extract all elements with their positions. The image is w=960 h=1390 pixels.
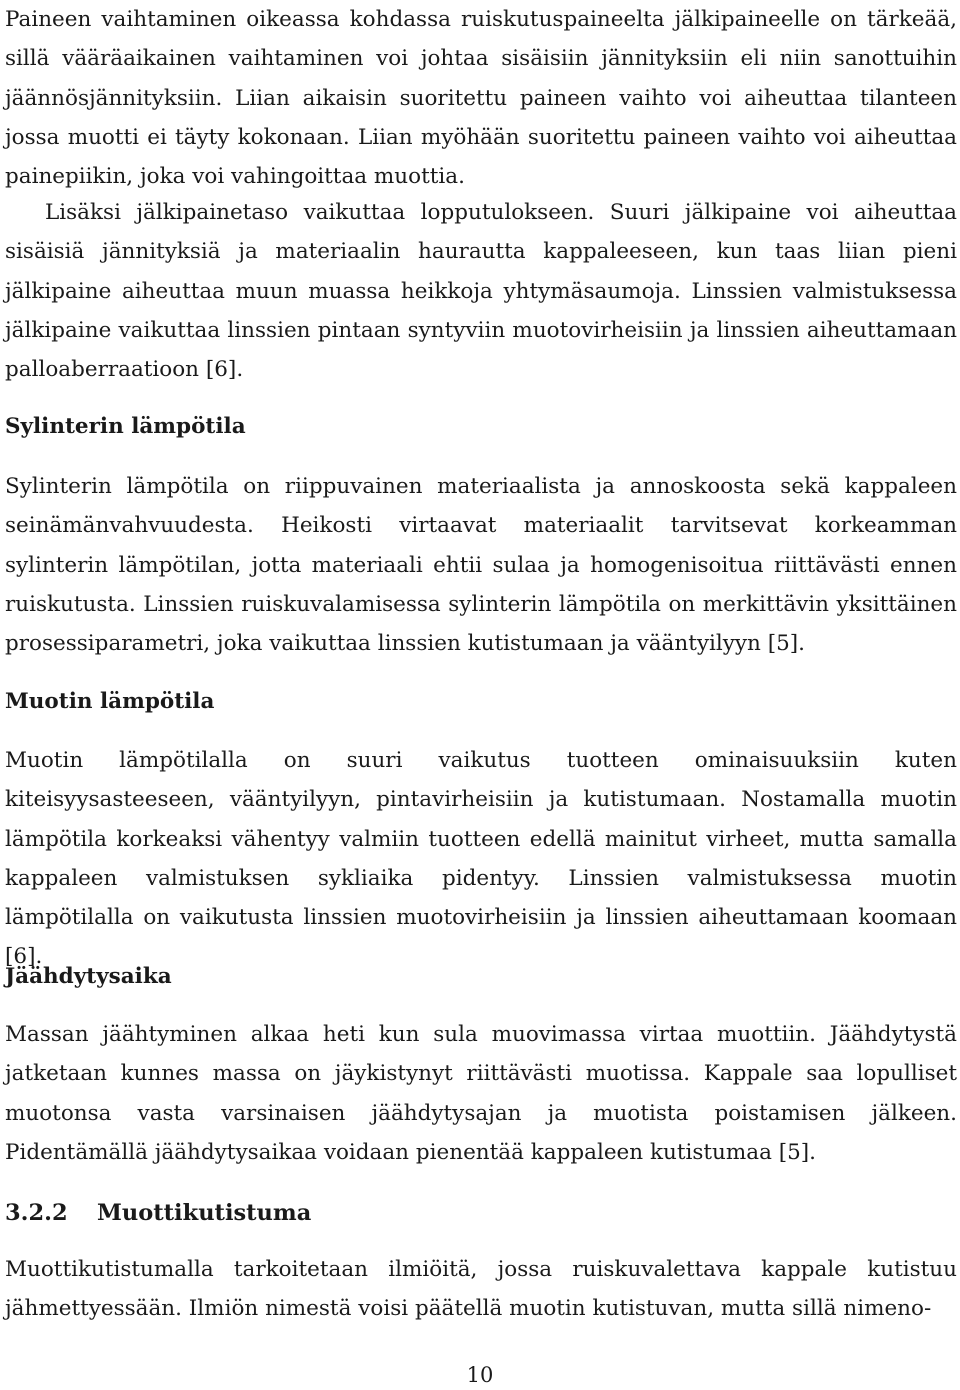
heading-mold-temperature: Muotin lämpötila	[5, 689, 215, 714]
subsection-heading	[5, 1197, 311, 1229]
paragraph-mold-shrinkage: Muottikutistumalla tarkoitetaan ilmiöitä, jossa ruiskuvalettava kappale kutistuu jähmettyessään. Ilmiön nimestä voisi päätellä muotin kutistuvan, mutta sillä nimeno-	[5, 1257, 957, 1322]
heading-cooling-time: Jäähdytysaika	[5, 964, 172, 989]
paragraph-cooling-time: Massan jäähtyminen alkaa heti kun sula muovimassa virtaa muottiin. Jäähdytystä jatketaan kunnes massa on jäykistynyt riittävästi muotissa. Kappale saa lopulliset muotonsa vasta varsinaisen jäähdytysajan ja muotista poistamisen jälkeen. Pidentämällä jäähdytysaikaa voidaan pienentää kappaleen kutistumaa [5].	[5, 1022, 957, 1165]
paragraph-mold-temperature: Muotin lämpötilalla on suuri vaikutus tuotteen ominaisuuksiin kuten kiteisyysasteeseen, vääntyilyyn, pintavirheisiin ja kutistumaan. Nostamalla muotin lämpötila korkeaksi vähentyy valmiin tuotteen edellä mainitut virheet, mutta samalla kappaleen valmistuksen sykliaika pidentyy. Linssien valmistuksessa muotin lämpötilalla on vaikutusta linssien muotovirheisiin ja linssien aiheuttamaan koomaan [6].	[5, 748, 957, 970]
paragraph-cylinder-temperature: Sylinterin lämpötila on riippuvainen materiaalista ja annoskoosta sekä kappaleen seinämänvahvuudesta. Heikosti virtaavat materiaalit tarvitsevat korkeamman sylinterin lämpötilan, jotta materiaali ehtii sulaa ja homogenisoitua riittävästi ennen ruiskutusta. Linssien ruiskuvalamisessa sylinterin lämpötila on merkittävin yksittäinen prosessiparametri, joka vaikuttaa linssien kutistumaan ja vääntyilyyn [5].	[5, 474, 957, 657]
heading-cylinder-temperature: Sylinterin lämpötila	[5, 414, 246, 439]
paragraph-holding-pressure: Lisäksi jälkipainetaso vaikuttaa lopputulokseen. Suuri jälkipaine voi aiheuttaa sisäisiä jännityksiä ja materiaalin haurautta kappaleeseen, kun taas liian pieni jälkipaine aiheuttaa muun muassa heikkoja yhtymäsaumoja. Linssien valmistuksessa jälkipaine vaikuttaa linssien pintaan syntyviin muotovirheisiin ja linssien aiheuttamaan palloaberraatioon [6].	[5, 200, 957, 383]
subsection-number: 3.2.2	[5, 1200, 68, 1226]
page-number: 10	[466, 1363, 494, 1387]
paragraph-pressure-switch: Paineen vaihtaminen oikeassa kohdassa ruiskutuspaineelta jälkipaineelle on tärkeää, sillä vääräaikainen vaihtaminen voi johtaa sisäisiin jännityksiin eli niin sanottuihin jäännösjännityksiin. Liian aikaisin suoritettu paineen vaihto voi aiheuttaa tilanteen jossa muotti ei täyty kokonaan. Liian myöhään suoritettu paineen vaihto voi aiheuttaa painepiikin, joka voi vahingoittaa muottia.	[5, 7, 957, 190]
subsection-title: Muottikutistuma	[97, 1200, 312, 1226]
